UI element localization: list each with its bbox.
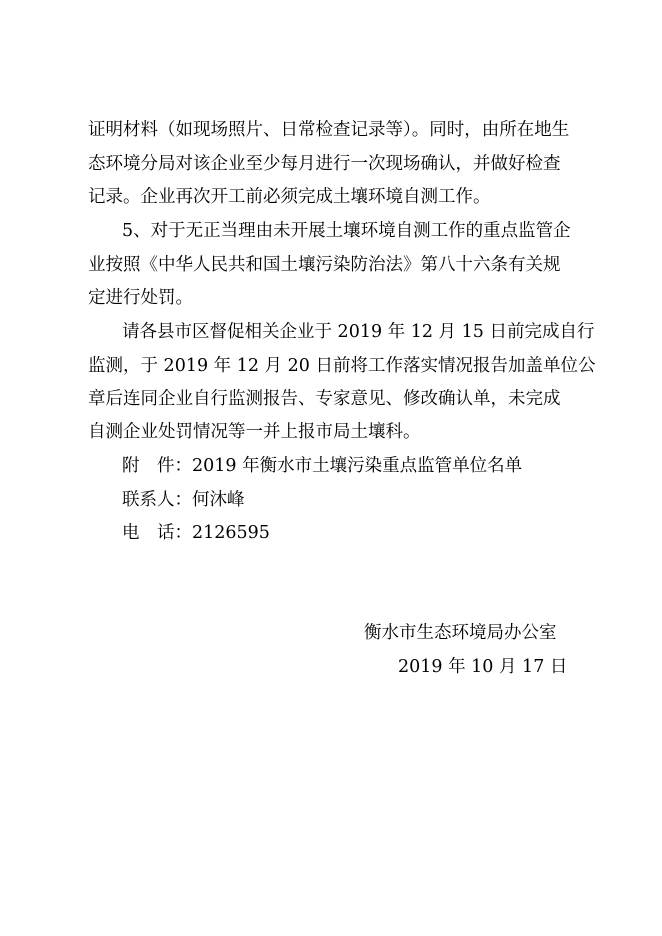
phone-line: 电 话：2126595 bbox=[122, 523, 270, 543]
body-text-line: 态环境分局对该企业至少每月进行一次现场确认，并做好检查 bbox=[88, 154, 561, 174]
body-text-line: 业按照《中华人民共和国土壤污染防治法》第八十六条有关规 bbox=[88, 255, 561, 275]
body-text-line: 章后连同企业自行监测报告、专家意见、修改确认单，未完成 bbox=[88, 389, 561, 409]
body-text-line: 记录。企业再次开工前必须完成土壤环境自测工作。 bbox=[88, 187, 491, 207]
signature-date: 2019 年 10 月 17 日 bbox=[398, 657, 568, 677]
body-text-line: 自测企业处罚情况等一并上报市局土壤科。 bbox=[88, 422, 421, 442]
body-text-line: 证明材料（如现场照片、日常检查记录等）。同时，由所在地生 bbox=[88, 120, 570, 140]
signature-organization: 衡水市生态环境局办公室 bbox=[364, 623, 557, 643]
body-text-line: 监测，于 2019 年 12 月 20 日前将工作落实情况报告加盖单位公 bbox=[88, 356, 596, 376]
attachment-line: 附 件：2019 年衡水市土壤污染重点监管单位名单 bbox=[122, 456, 523, 476]
body-text-line: 定进行处罚。 bbox=[88, 288, 193, 308]
contact-person-line: 联系人：何沐峰 bbox=[122, 490, 245, 510]
body-text-line: 请各县市区督促相关企业于 2019 年 12 月 15 日前完成自行 bbox=[122, 322, 595, 342]
body-text-line: 5、对于无正当理由未开展土壤环境自测工作的重点监管企 bbox=[122, 221, 571, 241]
